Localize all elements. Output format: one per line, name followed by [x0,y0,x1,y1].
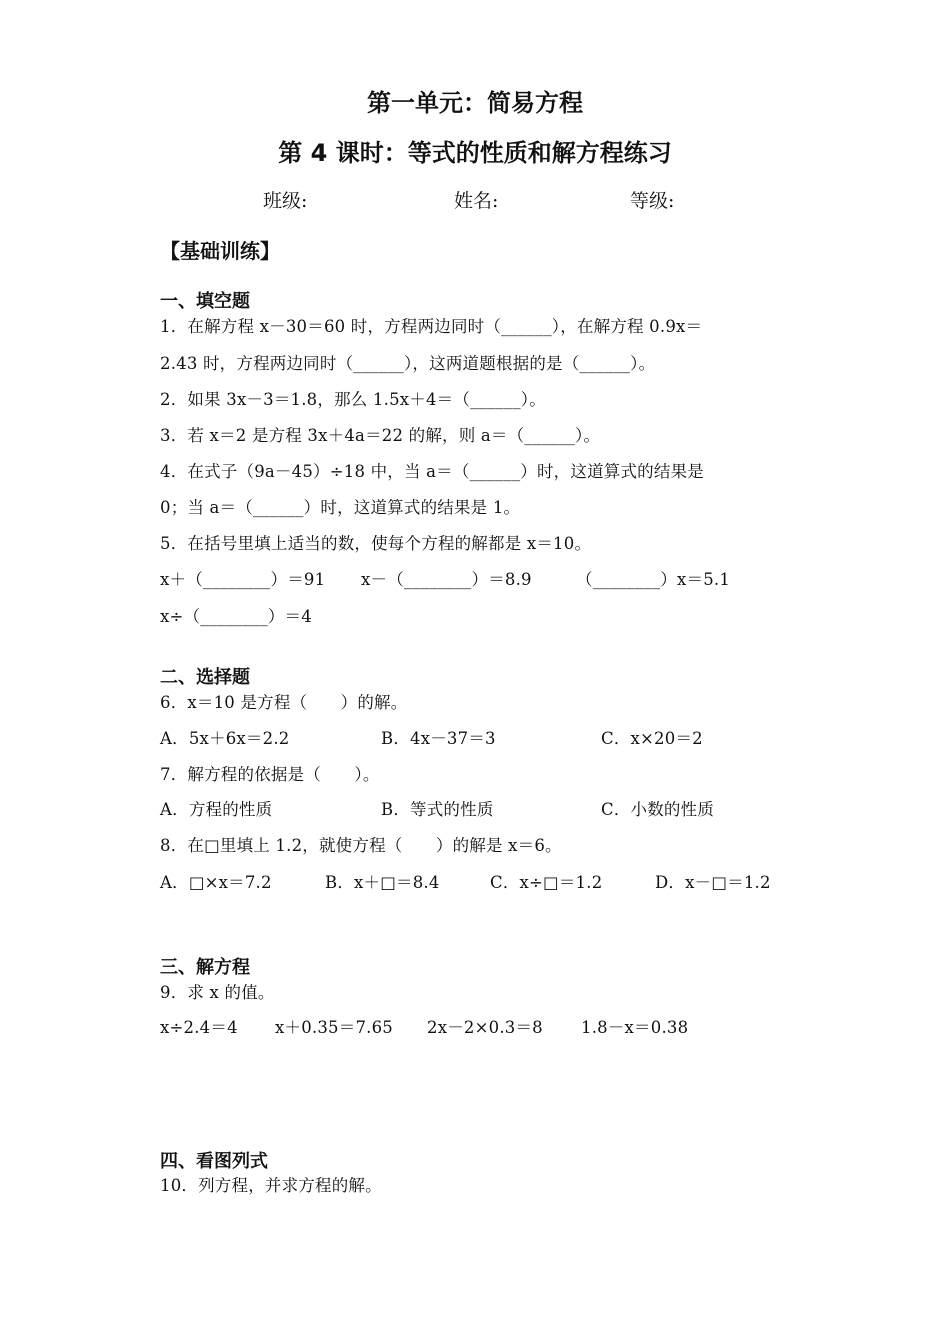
choice-option: C．x÷□＝1.2 [490,873,603,892]
choice-option: A．□×x＝7.2 [160,873,272,892]
basic-training-label: 【基础训练】 [160,239,280,263]
question-line: 2．如果 3x－3＝1.8，那么 1.5x＋4＝（______）。 [160,390,546,409]
equation-item: 2x－2×0.3＝8 [427,1018,543,1037]
page-title: 第一单元：简易方程 [367,89,583,117]
q5-item: （________）x＝5.1 [576,570,731,589]
section-choice-heading: 二、选择题 [160,667,250,688]
q5-item: x－（________）＝8.9 [361,570,532,589]
grade-field-label: 等级: [630,190,675,212]
equation-item: 1.8－x＝0.38 [581,1018,689,1037]
equation-item: x÷2.4＝4 [160,1018,238,1037]
choice-option: C．x×20＝2 [601,729,703,748]
question-line: 5．在括号里填上适当的数，使每个方程的解都是 x＝10。 [160,534,592,553]
class-field-label: 班级: [263,190,308,212]
question-line: 6．x＝10 是方程（ ）的解。 [160,693,408,712]
q5-item: x＋（________）＝91 [160,570,326,589]
section-picture-heading: 四、看图列式 [160,1151,268,1172]
question-line: 9．求 x 的值。 [160,983,275,1002]
question-line: 7．解方程的依据是（ ）。 [160,765,380,784]
question-line: 2.43 时，方程两边同时（______），这两道题根据的是（______）。 [160,354,656,373]
question-line: 4．在式子（9a－45）÷18 中，当 a＝（______）时，这道算式的结果是 [160,462,704,481]
question-line: 8．在□里填上 1.2，就使方程（ ）的解是 x＝6。 [160,836,562,855]
name-field-label: 姓名: [454,190,499,212]
choice-option: B．等式的性质 [381,800,494,819]
choice-option: A．5x＋6x＝2.2 [160,729,290,748]
choice-option: B．x＋□＝8.4 [325,873,440,892]
question-line: 10．列方程，并求方程的解。 [160,1176,382,1195]
equation-item: x＋0.35＝7.65 [275,1018,393,1037]
choice-option: C．小数的性质 [601,800,715,819]
choice-option: B．4x－37＝3 [381,729,496,748]
choice-option: A．方程的性质 [160,800,273,819]
section-fill-heading: 一、填空题 [160,291,250,312]
question-line: 1．在解方程 x－30＝60 时，方程两边同时（______），在解方程 0.9x＝ [160,317,703,336]
section-solve-heading: 三、解方程 [160,957,250,978]
question-line: 0；当 a＝（______）时，这道算式的结果是 1。 [160,498,521,517]
choice-option: D．x－□＝1.2 [655,873,771,892]
q5-item: x÷（________）＝4 [160,607,312,626]
question-line: 3．若 x＝2 是方程 3x＋4a＝22 的解，则 a＝（______）。 [160,426,601,445]
page-subtitle: 第 4 课时：等式的性质和解方程练习 [278,139,672,167]
